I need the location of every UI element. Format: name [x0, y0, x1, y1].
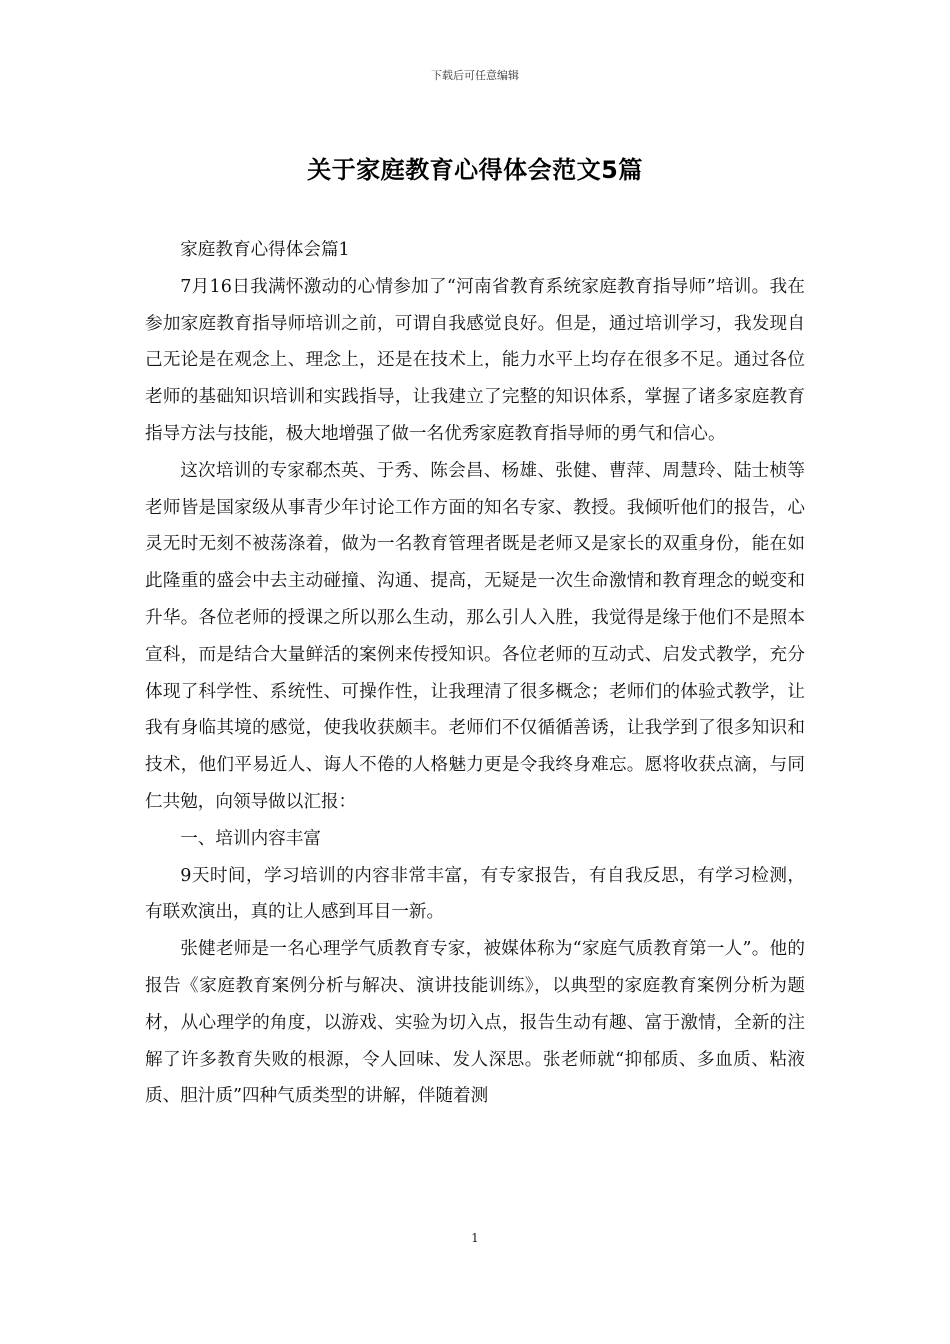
body-paragraph: 9天时间，学习培训的内容非常丰富，有专家报告，有自我反思，有学习检测，有联欢演出，真的让人感到耳目一新。 [145, 865, 805, 923]
body-paragraph: 7月16日我满怀激动的心情参加了“河南省教育系统家庭教育指导师”培训。我在参加家庭教育指导师培训之前，可谓自我感觉良好。但是，通过培训学习，我发现自己无论是在观念上、理念上，还是在技术上，能力水平上均存在很多不足。通过各位老师的基础知识培训和实践指导，让我建立了完整的知识体系，掌握了诸多家庭教育指导方法与技能，极大地增强了做一名优秀家庭教育指导师的勇气和信心。 [145, 276, 805, 444]
document-body [145, 232, 805, 1115]
header-note: 下载后可任意编辑 [431, 69, 519, 82]
sub-heading: 一、培训内容丰富 [180, 828, 321, 849]
document-title: 关于家庭教育心得体会范文5篇 [307, 156, 643, 184]
body-paragraph: 张健老师是一名心理学气质教育专家，被媒体称为“家庭气质教育第一人”。他的报告《家庭教育案例分析与解决、演讲技能训练》，以典型的家庭教育案例分析为题材，从心理学的角度，以游戏、实验为切入点，报告生动有趣、富于激情，全新的注解了许多教育失败的根源，令人回味、发人深思。张老师就“抑郁质、多血质、粘液质、胆汁质”四种气质类型的讲解，伴随着测 [145, 939, 805, 1107]
section-heading-1: 家庭教育心得体会篇1 [180, 240, 350, 260]
page-number: 1 [471, 1231, 479, 1245]
body-paragraph: 这次培训的专家郗杰英、于秀、陈会昌、杨雄、张健、曹萍、周慧玲、陆士桢等老师皆是国家级从事青少年讨论工作方面的知名专家、教授。我倾听他们的报告，心灵无时无刻不被荡涤着，做为一名教育管理者既是老师又是家长的双重身份，能在如此隆重的盛会中去主动碰撞、沟通、提高，无疑是一次生命激情和教育理念的蜕变和升华。各位老师的授课之所以那么生动，那么引人入胜，我觉得是缘于他们不是照本宣科，而是结合大量鲜活的案例来传授知识。各位老师的互动式、启发式教学，充分体现了科学性、系统性、可操作性，让我理清了很多概念；老师们的体验式教学，让我有身临其境的感觉，使我收获颇丰。老师们不仅循循善诱，让我学到了很多知识和技术，他们平易近人、诲人不倦的人格魅力更是令我终身难忘。愿将收获点滴，与同仁共勉，向领导做以汇报： [145, 460, 805, 812]
